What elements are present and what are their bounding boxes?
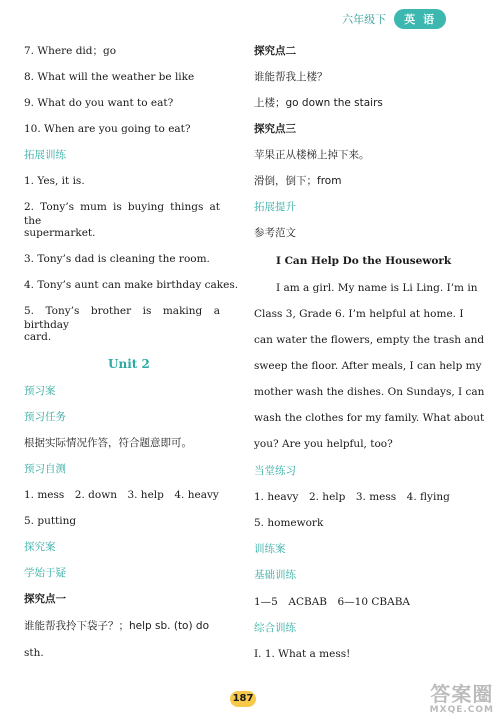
answer-line: 苹果正从楼梯上掉下来。 <box>254 149 370 161</box>
answer-line: 根据实际情况作答，符合题意即可。 <box>24 437 192 449</box>
section-heading: 学始于疑 <box>24 567 66 579</box>
section-heading: 预习自测 <box>24 463 66 475</box>
answer-line: 谁能帮我拎下袋子？；help sb. (to) do <box>24 620 210 632</box>
answer-line: 3. Tony’s dad is cleaning the room. <box>24 253 210 265</box>
subsection-heading: 探究点一 <box>24 593 66 605</box>
answer-line: 滑倒，倒下；from <box>254 175 342 187</box>
answer-line: Ⅰ. 1. What a mess! <box>254 648 351 660</box>
answer-line: sth. <box>24 647 44 659</box>
answer-line: 5. putting <box>24 515 77 527</box>
watermark-text: 答案圈 <box>430 682 494 706</box>
section-heading: 训练案 <box>254 543 286 555</box>
essay-line: Class 3, Grade 6. I’m helpful at home. I <box>254 308 464 320</box>
answer-line: 5. homework <box>254 517 324 529</box>
essay-line: I am a girl. My name is Li Ling. I’m in <box>276 282 478 294</box>
answer-line: 参考范文 <box>254 227 296 239</box>
answer-line: 1—5 ACBAB 6—10 CBABA <box>254 596 411 608</box>
section-heading: 预习任务 <box>24 411 66 423</box>
section-heading: 综合训练 <box>254 622 296 634</box>
watermark-url: MXQE.COM <box>429 705 494 715</box>
section-heading: 基础训练 <box>254 569 296 581</box>
answer-line: 谁能帮我上楼？ <box>254 71 328 83</box>
page-header <box>342 8 446 30</box>
page-number: 187 <box>230 691 256 707</box>
answer-line: 9. What do you want to eat? <box>24 97 174 109</box>
answer-line: 2. Tony’s mum is buying things at the <box>24 201 220 227</box>
section-heading: 探究案 <box>24 541 56 553</box>
grade-label: 六年级下 <box>342 13 387 26</box>
answer-line: 1. Yes, it is. <box>24 175 85 187</box>
section-heading: 预习案 <box>24 385 56 397</box>
answer-line: card. <box>24 331 52 343</box>
answer-line: 4. Tony’s aunt can make birthday cakes. <box>24 279 239 291</box>
section-heading: 当堂练习 <box>254 465 296 477</box>
subject-badge: 英 语 <box>394 9 446 29</box>
essay-line: you? Are you helpful, too? <box>254 438 393 450</box>
essay-title: I Can Help Do the Housework <box>276 255 452 267</box>
subsection-heading: 探究点二 <box>254 45 296 57</box>
answer-line: 10. When are you going to eat? <box>24 123 191 135</box>
answer-line: supermarket. <box>24 227 96 239</box>
essay-line: can water the flowers, empty the trash and <box>254 334 485 346</box>
answer-line: 上楼；go down the stairs <box>254 97 383 109</box>
answer-line: 7. Where did；go <box>24 45 117 57</box>
answer-line: 1. mess 2. down 3. help 4. heavy <box>24 489 219 501</box>
section-heading: 拓展提升 <box>254 201 296 213</box>
essay-line: sweep the floor. After meals, I can help my <box>254 360 482 372</box>
answer-line: 5. Tony’s brother is making a birthday <box>24 305 220 331</box>
unit-title: Unit 2 <box>108 357 150 371</box>
answer-line: 8. What will the weather be like <box>24 71 195 83</box>
essay-line: mother wash the dishes. On Sundays, I can <box>254 386 485 398</box>
essay-line: wash the clothes for my family. What about <box>254 412 485 424</box>
subsection-heading: 探究点三 <box>254 123 296 135</box>
watermark <box>430 683 494 715</box>
answer-line: 1. heavy 2. help 3. mess 4. flying <box>254 491 450 503</box>
section-heading: 拓展训练 <box>24 149 66 161</box>
